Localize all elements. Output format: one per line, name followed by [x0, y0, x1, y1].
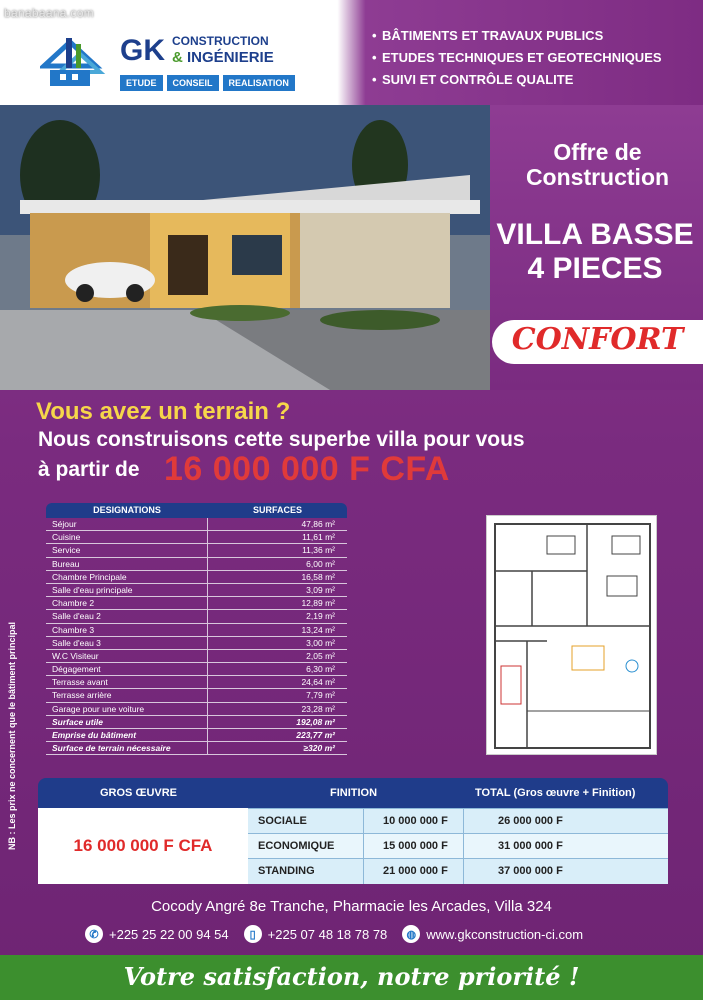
col-header-surfaces: SURFACES — [252, 505, 302, 515]
villa-title-line1: VILLA BASSE — [496, 218, 694, 251]
logo-gk: GK — [120, 34, 165, 67]
table-row — [46, 584, 347, 597]
surface-cell: ≥320 m² — [303, 743, 335, 754]
col-header-gros-oeuvre: GROS ŒUVRE — [100, 787, 178, 799]
floor-plan — [486, 515, 657, 755]
table-row — [46, 558, 347, 571]
price-table-body — [38, 808, 668, 884]
table-row — [46, 544, 347, 557]
table-row — [46, 703, 347, 716]
contact-row — [85, 925, 598, 943]
price-row-economique — [248, 833, 668, 858]
finition-price: 15 000 000 F — [383, 840, 448, 852]
villa-title-line2: 4 PIECES — [527, 252, 663, 285]
floor-plan-drawing — [487, 516, 658, 756]
logo-ingenierie-text: INGÉNIERIE — [187, 49, 274, 66]
villa-illustration — [0, 105, 490, 390]
side-note: NB : Les prix ne concernent que le bâtiment principal — [7, 621, 17, 850]
website-text: www.gkconstruction-ci.com — [426, 926, 584, 942]
surface-cell: 6,30 m² — [306, 664, 335, 675]
table-row — [46, 689, 347, 702]
designation-cell: W.C Visiteur — [46, 650, 208, 662]
finition-level: ECONOMIQUE — [258, 840, 335, 852]
designation-cell: Salle d'eau principale — [46, 584, 208, 596]
designation-cell: Bureau — [46, 558, 208, 570]
offer-title-line2: Construction — [525, 164, 670, 190]
surface-cell: 12,89 m² — [301, 598, 335, 609]
contact-phone1[interactable] — [85, 925, 229, 943]
surface-cell: 23,28 m² — [301, 703, 335, 714]
designation-cell: Salle d'eau 2 — [46, 610, 208, 622]
header-banner — [0, 0, 703, 105]
table-row — [46, 663, 347, 676]
services-list — [372, 28, 662, 94]
finition-level: STANDING — [258, 865, 315, 877]
villa-title — [495, 218, 695, 286]
contact-website[interactable] — [402, 925, 583, 943]
surface-cell: 47,86 m² — [301, 519, 335, 529]
table-row — [46, 531, 347, 544]
table-row — [46, 650, 347, 663]
service-item: • BÂTIMENTS ET TRAVAUX PUBLICS — [372, 28, 662, 43]
table-row — [46, 716, 347, 729]
col-header-total: TOTAL (Gros œuvre + Finition) — [475, 787, 636, 799]
designation-cell: Surface de terrain nécessaire — [46, 742, 208, 754]
headline-from: à partir de — [38, 458, 140, 481]
phone2-text: +225 07 48 18 78 78 — [267, 926, 388, 942]
total-price: 26 000 000 F — [498, 815, 563, 827]
headline-text: Nous construisons cette superbe villa pour vous — [38, 428, 525, 451]
surfaces-table-header — [46, 503, 347, 518]
surface-cell: 6,00 m² — [306, 558, 335, 569]
logo-tag-realisation: REALISATION — [223, 75, 295, 91]
designation-cell: Séjour — [46, 518, 208, 530]
watermark-text[interactable]: banabaana.com — [4, 6, 94, 20]
surface-cell: 7,79 m² — [306, 690, 335, 701]
logo-tag-conseil: CONSEIL — [167, 75, 219, 91]
contact-phone2[interactable] — [244, 925, 388, 943]
footer-slogan: Votre satisfaction, notre priorité ! — [123, 962, 580, 991]
logo-tags — [120, 75, 295, 91]
surface-cell: 2,19 m² — [306, 611, 335, 622]
offer-title-line1: Offre de — [553, 139, 642, 165]
total-price: 37 000 000 F — [498, 865, 563, 877]
designation-cell: Terrasse arrière — [46, 689, 208, 701]
villa-photo — [0, 105, 490, 390]
mobile-icon: ▯ — [244, 925, 262, 943]
surface-cell: 3,00 m² — [306, 637, 335, 648]
gros-oeuvre-value: 16 000 000 F CFA — [73, 836, 213, 855]
globe-icon: ◍ — [402, 925, 420, 943]
col-header-designations: DESIGNATIONS — [93, 505, 161, 515]
surface-cell: 11,61 m² — [302, 532, 335, 543]
surface-cell: 3,09 m² — [306, 584, 335, 595]
phone1-text: +225 25 22 00 94 54 — [109, 926, 229, 942]
designation-cell: Terrasse avant — [46, 676, 208, 688]
table-row — [46, 571, 347, 584]
designation-cell: Garage pour une voiture — [46, 703, 208, 715]
logo-line-construction: CONSTRUCTION — [172, 34, 269, 48]
designation-cell: Chambre 2 — [46, 597, 208, 609]
company-logo — [40, 20, 289, 100]
surface-cell: 16,58 m² — [301, 571, 335, 582]
designation-cell: Chambre Principale — [46, 571, 208, 583]
table-row — [46, 610, 347, 623]
logo-ampersand: & — [172, 49, 183, 66]
offer-title — [500, 140, 695, 190]
surface-cell: 192,08 m² — [296, 716, 335, 727]
logo-tag-etude: ETUDE — [120, 75, 163, 91]
headline-question: Vous avez un terrain ? — [36, 398, 291, 425]
designation-cell: Chambre 3 — [46, 624, 208, 636]
confort-label: CONFORT — [511, 322, 684, 357]
table-row — [46, 597, 347, 610]
price-table-header — [38, 778, 668, 808]
logo-line-ingenierie — [172, 49, 274, 66]
surface-cell: 24,64 m² — [301, 677, 335, 688]
surfaces-table — [46, 503, 347, 755]
footer-banner — [0, 955, 703, 1000]
surface-cell: 2,05 m² — [306, 650, 335, 661]
table-row — [46, 742, 347, 755]
phone-icon: ✆ — [85, 925, 103, 943]
price-row-sociale — [248, 808, 668, 833]
headline-price: 16 000 000 F CFA — [164, 450, 450, 488]
designation-cell: Salle d'eau 3 — [46, 637, 208, 649]
address: Cocody Angré 8e Tranche, Pharmacie les Arcades, Villa 324 — [151, 898, 552, 915]
table-row — [46, 518, 347, 531]
total-price: 31 000 000 F — [498, 840, 563, 852]
finition-level: SOCIALE — [258, 815, 307, 827]
col-header-finition: FINITION — [330, 787, 378, 799]
surface-cell: 223,77 m² — [296, 730, 335, 740]
service-item: • SUIVI ET CONTRÔLE QUALITE — [372, 72, 662, 87]
designation-cell: Surface utile — [46, 716, 208, 728]
surface-cell: 11,36 m² — [302, 545, 335, 556]
house-logo-icon — [40, 30, 112, 90]
finition-price: 10 000 000 F — [383, 815, 448, 827]
designation-cell: Cuisine — [46, 531, 208, 543]
table-row — [46, 729, 347, 742]
surface-cell: 13,24 m² — [301, 624, 335, 635]
finition-price: 21 000 000 F — [383, 865, 448, 877]
price-row-standing — [248, 858, 668, 883]
price-table — [38, 778, 668, 884]
table-row — [46, 637, 347, 650]
table-row — [46, 676, 347, 689]
table-row — [46, 624, 347, 637]
designation-cell: Dégagement — [46, 663, 208, 675]
designation-cell: Emprise du bâtiment — [46, 729, 208, 741]
service-item: • ETUDES TECHNIQUES ET GEOTECHNIQUES — [372, 50, 662, 65]
gros-oeuvre-cell — [38, 808, 248, 884]
designation-cell: Service — [46, 544, 208, 556]
